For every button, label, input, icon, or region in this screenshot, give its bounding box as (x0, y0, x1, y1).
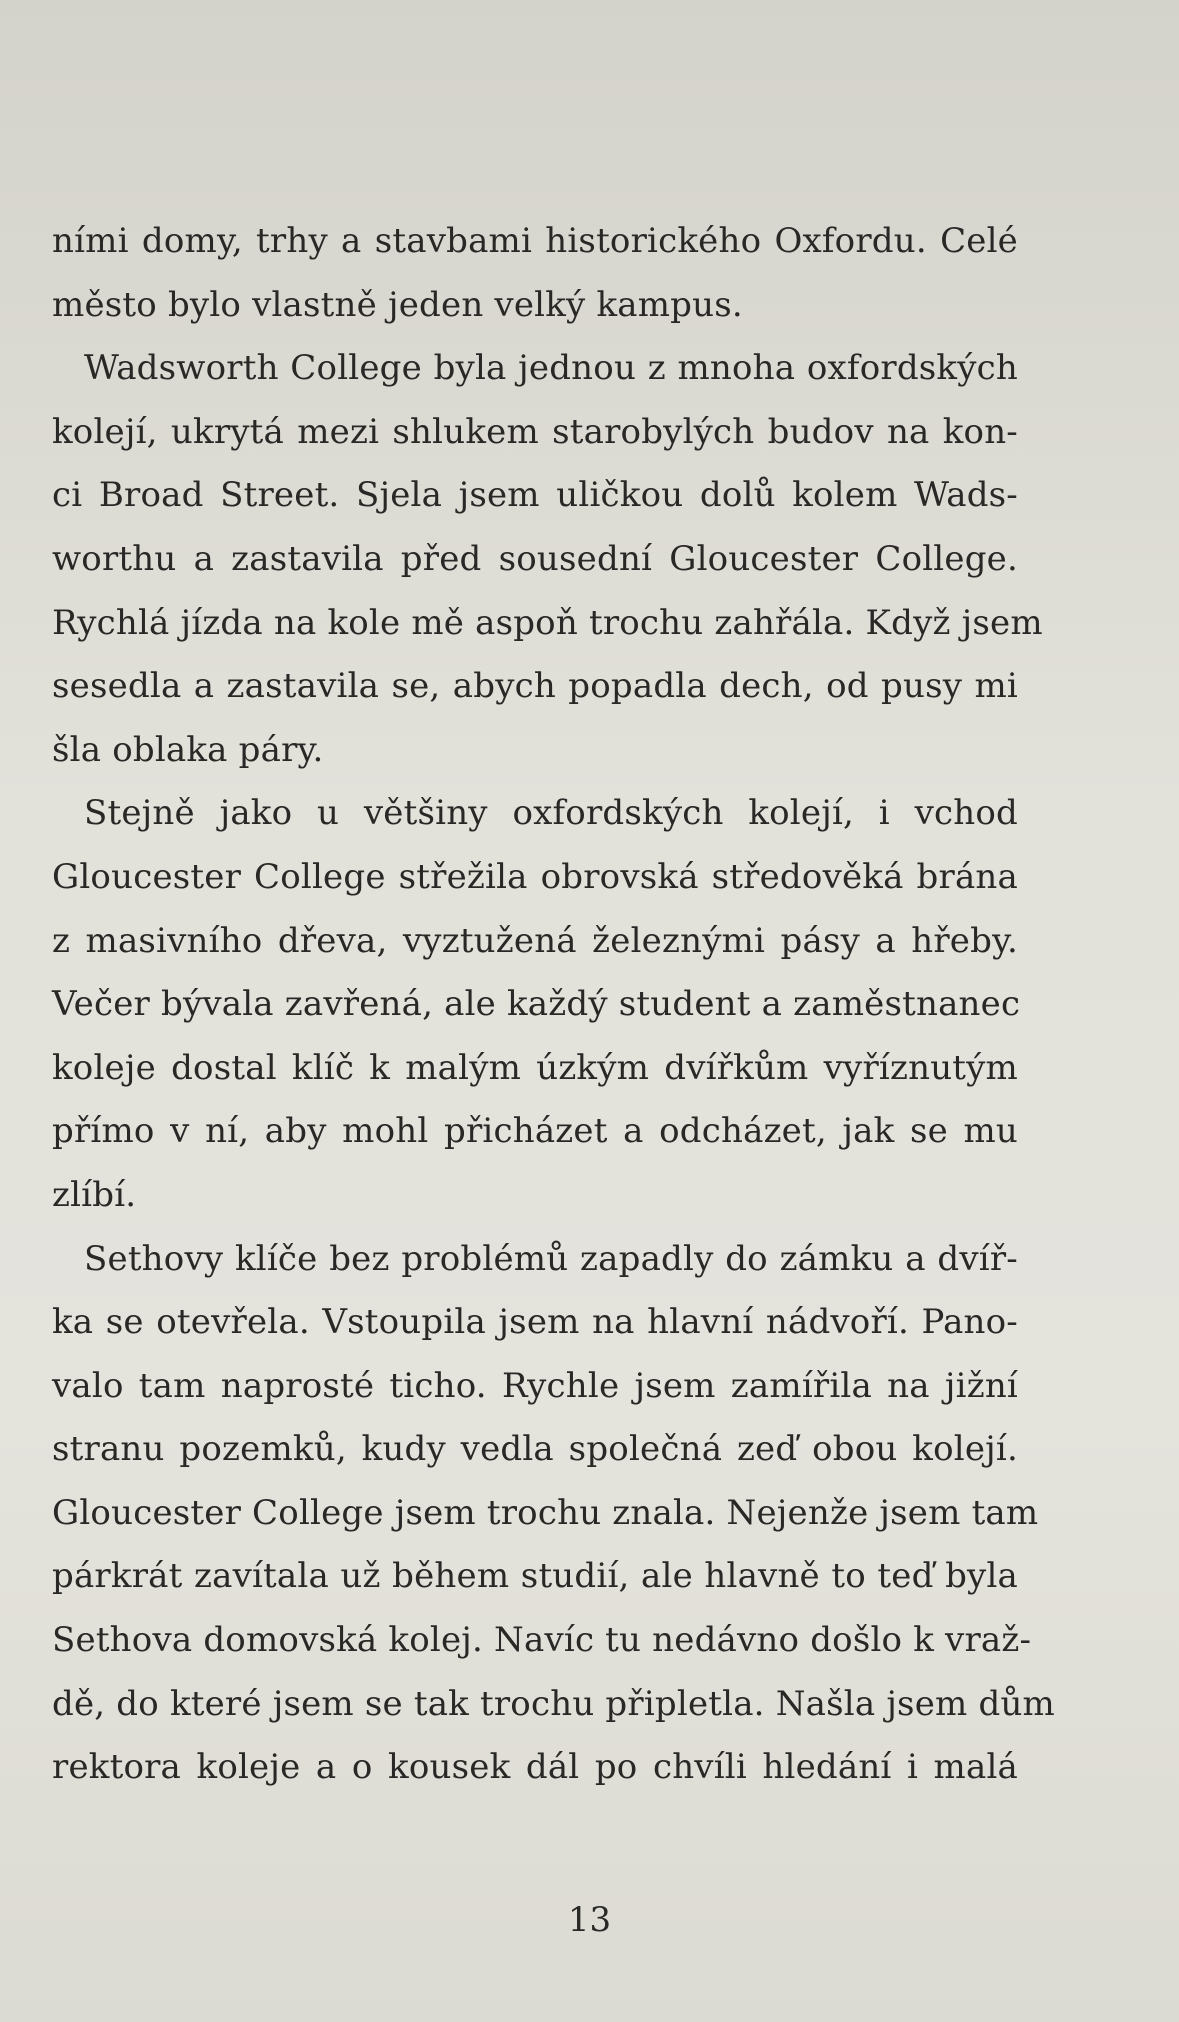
body-text (52, 210, 1055, 1800)
text-line: zlíbí. (52, 1174, 137, 1215)
text-line: Večer bývala zavřená, ale každý student a zaměstnanec (52, 984, 1021, 1025)
text-line: Gloucester College střežila obrovská středověká brána (52, 856, 1018, 897)
text-line: Wadsworth College byla jednou z mnoha oxfordských (84, 348, 1018, 389)
text-line: město bylo vlastně jeden velký kampus. (52, 284, 743, 325)
text-line: stranu pozemků, kudy vedla společná zeď obou kolejí. (52, 1429, 1018, 1470)
text-line: Rychlá jízda na kole mě aspoň trochu zahřála. Když jsem (52, 602, 1043, 643)
text-line: Gloucester College jsem trochu znala. Nejenže jsem tam (52, 1492, 1039, 1533)
text-line: kolejí, ukrytá mezi shlukem starobylých budov na kon- (52, 411, 1018, 452)
text-line: dě, do které jsem se tak trochu připletla. Našla jsem dům (52, 1683, 1055, 1724)
text-line: z masivního dřeva, vyztužená železnými pásy a hřeby. (52, 920, 1018, 961)
text-line: Sethova domovská kolej. Navíc tu nedávno došlo k vraž- (52, 1620, 1032, 1661)
text-line: šla oblaka páry. (52, 729, 324, 770)
text-line: ními domy, trhy a stavbami historického Oxfordu. Celé (52, 221, 1018, 261)
text-line: ka se otevřela. Vstoupila jsem na hlavní nádvoří. Pano- (52, 1302, 1018, 1343)
text-line: koleje dostal klíč k malým úzkým dvířkům vyříznutým (52, 1047, 1018, 1088)
text-line: valo tam naprosté ticho. Rychle jsem zamířila na jižní (52, 1365, 1018, 1406)
page-number: 13 (567, 1900, 612, 1940)
text-line: párkrát zavítala už během studií, ale hlavně to teď byla (52, 1556, 1018, 1597)
text-line: sesedla a zastavila se, abych popadla dech, od pusy mi (52, 666, 1018, 707)
text-line: ci Broad Street. Sjela jsem uličkou dolů kolem Wads- (52, 475, 1018, 516)
text-line: Sethovy klíče bez problémů zapadly do zámku a dvíř- (84, 1238, 1018, 1279)
text-line: Stejně jako u většiny oxfordských kolejí, i vchod (84, 793, 1018, 834)
text-line: rektora koleje a o kousek dál po chvíli hledání i malá (52, 1747, 1018, 1788)
text-line: worthu a zastavila před sousední Gloucester College. (52, 538, 1018, 579)
text-line: přímo v ní, aby mohl přicházet a odcházet, jak se mu (52, 1111, 1018, 1152)
